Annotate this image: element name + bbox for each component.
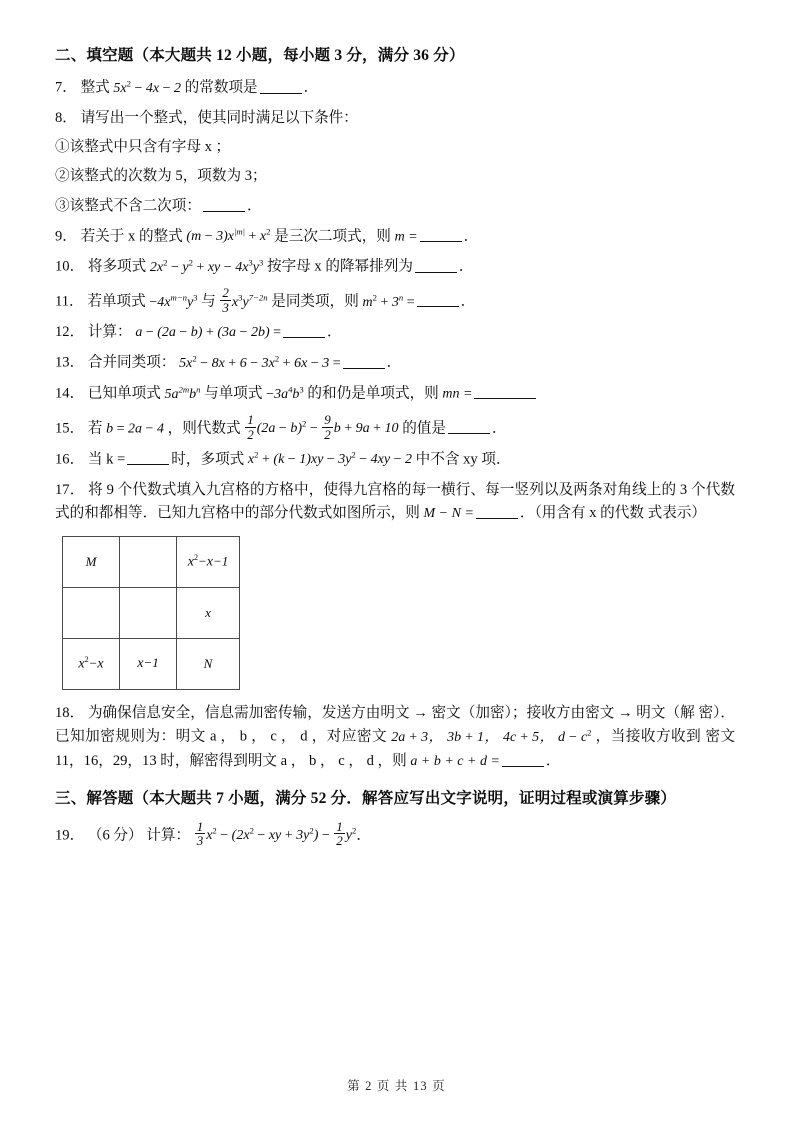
section-two-heading: 二、填空题（本大题共 12 小题，每小题 3 分，满分 36 分）	[55, 47, 465, 64]
magic-cell-r3c2: x−1	[120, 638, 177, 689]
question-8-condition-1-text: ①该整式中只含有字母 x ；	[55, 138, 231, 155]
question-10	[55, 255, 735, 279]
question-10-text-before: 将多项式	[87, 259, 147, 276]
question-13-expression: $5x^2 - 8x + 6 - 3x^2 + 6x - 3$ =	[179, 353, 341, 371]
page-footer	[0, 1076, 793, 1094]
question-18-line2-c: ，当接收方收到	[595, 729, 702, 746]
question-9	[55, 225, 735, 249]
question-18-line3-a: 密文 11，16，29，13 时，解密得到明文 a ， b ， c ， d ，则	[55, 729, 736, 769]
question-7	[55, 76, 735, 100]
question-14-text-before: 已知单项式	[87, 385, 161, 402]
question-15	[55, 413, 735, 441]
question-14	[55, 382, 735, 406]
question-11-conjunction: 与	[201, 293, 216, 310]
question-9-expression: $(m - 3)x^{|m|} + x^2$	[186, 226, 271, 245]
table-row	[63, 587, 240, 638]
question-8	[55, 107, 735, 131]
question-14-expression-b: $-3a^4b^3$	[266, 384, 304, 402]
question-19-label: 计算：	[146, 827, 191, 844]
question-11-number: 11．	[55, 293, 84, 310]
question-12-label: 计算：	[87, 324, 132, 341]
question-19-expression: $\frac{1}{3}$ $x^2 - (2x^2$ − xy + $3y^2$) − $\frac{1}{2}$ $y^2$	[196, 818, 357, 849]
question-15-text-after: 的值是	[402, 420, 446, 437]
question-15-tail: ．	[492, 420, 507, 437]
magic-cell-r1c2	[120, 536, 177, 587]
question-8-condition-2	[55, 165, 735, 189]
question-12-expression: a − (2a − b) + (3a − 2b) =	[135, 325, 282, 341]
question-9-answer-blank[interactable]	[420, 228, 462, 242]
question-11-variable: $m^2 + 3^n$ =	[362, 292, 415, 310]
question-7-tail: ．	[303, 79, 319, 96]
magic-cell-r1c3: $x^2-x-1$	[177, 536, 240, 587]
question-18-answer-blank[interactable]	[502, 752, 544, 766]
question-17-body-line2-a: 个代数式的和都相等．已知九宫格中的部分代数式如图所示，则	[55, 481, 735, 522]
question-12	[55, 321, 735, 345]
magic-cell-r2c3: x	[177, 587, 240, 638]
question-7-text-before: 整式	[80, 79, 110, 96]
question-19-number: 19．	[55, 827, 85, 844]
question-17	[55, 479, 735, 526]
magic-cell-r3c3: N	[177, 638, 240, 689]
question-17-body-line1: 将 9 个代数式填入九宫格的方格中，使得九宫格的每一横行、每一竖列以及两条对角线上的 3	[88, 481, 688, 498]
question-14-variable: mn =	[442, 386, 473, 402]
question-11-tail: ．	[460, 293, 476, 310]
question-15-answer-blank[interactable]	[448, 420, 490, 434]
question-18-line1: 为确保信息安全，信息需加密传输，发送方由明文 → 密文（加密）；接收方由密文 → 明文（解	[87, 704, 695, 721]
question-15-text-mid: ，则代数式	[167, 420, 241, 437]
question-11	[55, 286, 735, 314]
question-14-answer-blank[interactable]	[474, 385, 536, 399]
question-8-number: 8．	[55, 110, 77, 127]
question-14-text-after: 的和仍是单项式，则	[307, 385, 439, 402]
question-7-expression: $5x^2 - 4x - 2$	[113, 78, 182, 96]
question-11-expression-b: $\frac{2}{3}$ $x^3y^{7-2n}$	[222, 285, 268, 315]
question-15-number: 15．	[55, 420, 85, 437]
magic-cell-r3c1: $x^2-x$	[63, 638, 120, 689]
question-18-variable: a + b + c + d =	[410, 753, 500, 769]
question-19	[55, 820, 735, 848]
question-19-tail: ．	[356, 827, 371, 844]
question-7-text-after: 的常数项是	[184, 79, 258, 96]
question-10-expression: $2x^2 - y^2$ + xy − $4x^3y^3$	[149, 257, 264, 276]
question-18-cipher-rules: 2a + 3， 3b + 1， 4c + 5， $d - c^2$	[391, 727, 592, 746]
question-12-number: 12．	[55, 324, 85, 341]
question-11-expression-a: $-4x^{m-n}y^3$	[149, 292, 198, 310]
question-17-number: 17．	[55, 481, 85, 498]
question-15-expression: $\frac{1}{2}$ $(2a - b)^2$ − $\frac{9}{2}$ b + 9a + 10	[247, 411, 399, 442]
question-8-condition-3-text: ③该整式不含二次项：	[55, 198, 201, 214]
question-12-tail: ．	[327, 324, 342, 341]
question-13	[55, 351, 735, 375]
question-11-text-before: 若单项式	[87, 293, 146, 310]
table-row	[63, 638, 240, 689]
question-11-text-after: 是同类项，则	[271, 293, 359, 310]
question-10-text-after: 按字母 x 的降幂排列为	[266, 259, 413, 276]
question-12-answer-blank[interactable]	[283, 323, 325, 337]
magic-cell-r2c2	[120, 587, 177, 638]
question-7-number: 7．	[55, 79, 77, 96]
question-17-body-line3: 式表示）	[647, 505, 707, 522]
section-three-heading: 三、解答题（本大题共 7 小题，满分 52 分．解答应写出文字说明，证明过程或演算步骤）	[55, 790, 677, 808]
question-13-answer-blank[interactable]	[343, 354, 385, 368]
page-footer-label: 第 2 页 共 13 页	[347, 1079, 446, 1093]
question-8-stem: 请写出一个整式，使其同时满足以下条件：	[80, 110, 358, 127]
question-17-answer-blank[interactable]	[476, 504, 518, 518]
question-14-expression-a: $5a^{2m}b^n$	[164, 384, 201, 402]
question-18-line2-a: 密）．已知加密规则为：明文 a ， b ， c ， d ，对应密文	[55, 704, 735, 746]
magic-cell-r2c1	[63, 587, 120, 638]
question-9-tail: ．	[463, 228, 479, 245]
question-16-expression: $x^2 + (k - 1)xy - 3y^2 - 4xy - 2$	[247, 449, 413, 468]
question-8-tail: ．	[246, 198, 262, 214]
question-7-answer-blank[interactable]	[260, 79, 302, 93]
question-14-number: 14．	[55, 385, 85, 402]
question-9-text-mid: 是三次二项式，则	[274, 228, 391, 245]
question-18-number: 18．	[55, 704, 85, 721]
question-16-text-after: 中不含 xy 项．	[415, 451, 511, 468]
question-10-tail: ．	[458, 259, 474, 276]
question-17-body-line2-b: ．（用含有 x 的代数	[519, 505, 644, 522]
question-11-answer-blank[interactable]	[417, 293, 459, 307]
question-13-label: 合并同类项：	[87, 354, 176, 371]
question-10-number: 10．	[55, 259, 85, 276]
question-8-condition-1	[55, 136, 735, 160]
magic-square-figure	[57, 536, 735, 690]
magic-cell-r1c1: M	[63, 536, 120, 587]
question-18	[55, 702, 735, 774]
question-16-number: 16．	[55, 451, 85, 468]
question-15-text-before: 若	[87, 420, 103, 437]
magic-square-table	[62, 536, 240, 690]
question-16-text-before: 当 k =	[87, 451, 126, 468]
question-16	[55, 448, 735, 472]
question-9-variable: m =	[394, 229, 418, 245]
question-15-condition: b = 2a − 4	[106, 421, 164, 437]
question-8-answer-blank[interactable]	[203, 197, 245, 211]
question-16-answer-blank[interactable]	[127, 451, 169, 465]
question-13-number: 13．	[55, 354, 85, 371]
question-10-answer-blank[interactable]	[415, 258, 457, 272]
question-8-condition-3	[55, 195, 735, 219]
question-9-number: 9．	[55, 228, 77, 245]
question-9-text-before: 若关于 x 的整式	[80, 228, 183, 245]
question-17-variable: M − N =	[423, 506, 474, 522]
question-14-conjunction: 与单项式	[204, 385, 263, 402]
question-19-points: （6 分）	[87, 827, 143, 844]
question-8-condition-2-text: ②该整式的次数为 5，项数为 3；	[55, 168, 267, 185]
question-16-text-mid: 时，多项式	[171, 451, 245, 468]
question-18-line3-tail: ．	[545, 752, 561, 769]
question-13-tail: ．	[386, 354, 402, 371]
table-row	[63, 536, 240, 587]
